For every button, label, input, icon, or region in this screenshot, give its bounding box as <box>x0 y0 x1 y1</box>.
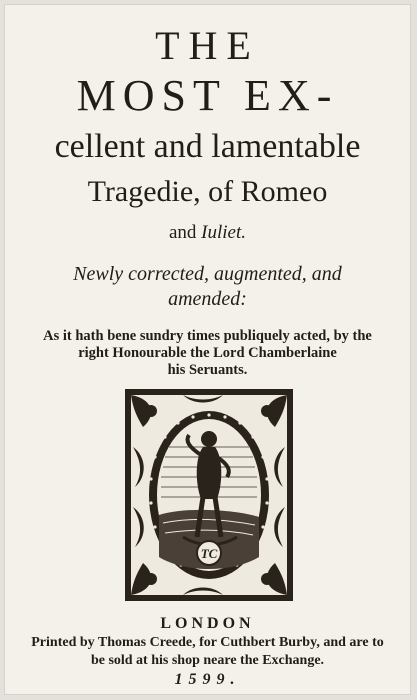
performance-line-1: As it hath bene sundry times publiquely acted, by the <box>43 328 372 344</box>
title-line-most-ex: MOST EX- <box>76 71 339 120</box>
performance-line-3: his Seruants. <box>167 362 248 378</box>
title-line-excellent: cellent and lamentable <box>54 128 361 165</box>
title-iuliet-text: Iuliet. <box>201 222 247 243</box>
title-page <box>4 4 411 695</box>
title-line-the: THE <box>155 23 260 68</box>
title-line-and-iuliet <box>4 222 411 244</box>
performance-line-2: right Honourable the Lord Chamberlaine <box>78 345 337 361</box>
imprint-city: LONDON <box>160 615 255 632</box>
imprint-year: 1599. <box>174 671 241 688</box>
printers-device-icon <box>123 387 295 603</box>
imprint-printer: Printed by Thomas Creede, for Cuthbert Burby, and are to <box>31 635 384 650</box>
printers-device-woodcut <box>123 387 295 603</box>
title-line-tragedie: Tragedie, of Romeo <box>87 175 328 208</box>
imprint-shop: be sold at his shop neare the Exchange. <box>90 653 325 668</box>
title-and-text: and <box>168 222 202 243</box>
subtitle-line-2: amended: <box>168 288 247 310</box>
subtitle-line-1: Newly corrected, augmented, and <box>73 263 342 285</box>
device-monogram: TC <box>200 546 218 561</box>
